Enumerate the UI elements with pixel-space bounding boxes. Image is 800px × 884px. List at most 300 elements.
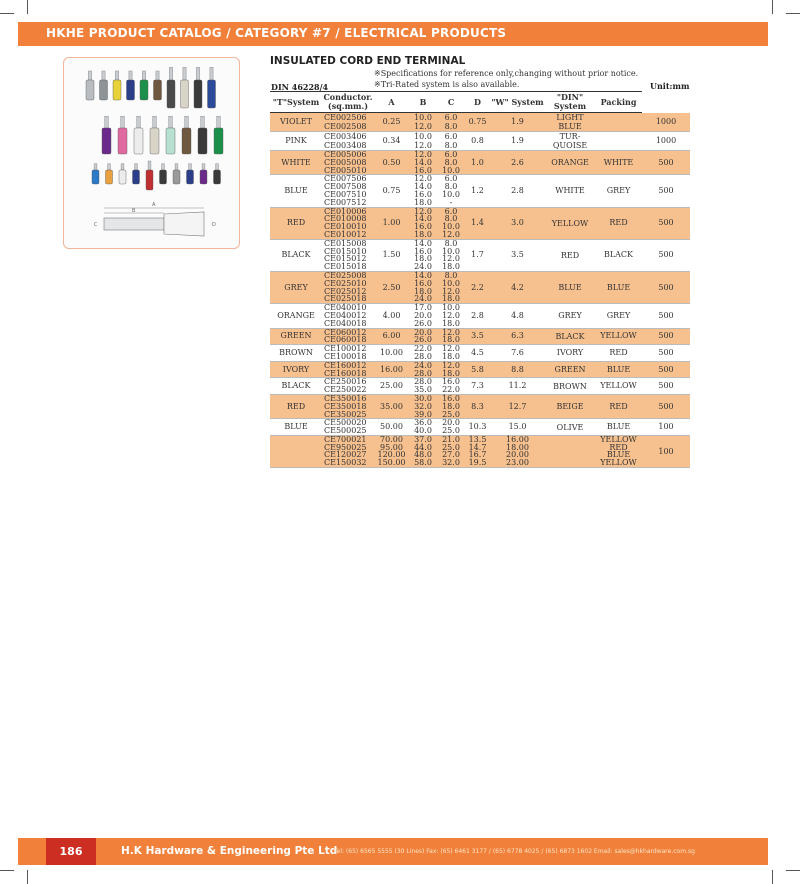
company-name: H.K Hardware & Engineering Pte Ltd (121, 845, 338, 857)
table-cell: 48.0 (409, 451, 437, 459)
table-cell: CE040018 (322, 320, 374, 328)
crop-mark (0, 870, 14, 871)
crop-mark (0, 13, 14, 14)
table-cell: 500 (642, 394, 690, 418)
table-cell: YELLOW (595, 328, 642, 345)
terminal-sleeve (148, 161, 151, 170)
table-cell: CE010006 (322, 207, 374, 215)
terminal-sleeve (175, 164, 178, 170)
table-cell (270, 451, 322, 459)
table-cell: 18.0 (409, 231, 437, 239)
table-cell: 16.7 (465, 451, 490, 459)
table-cell: CE003408 (322, 141, 374, 151)
table-cell: 8.0 (437, 271, 465, 279)
table-cell: BLUE (595, 451, 642, 459)
table-cell: 500 (642, 378, 690, 395)
terminal-sleeve (108, 164, 111, 170)
table-cell: 12.0 (409, 122, 437, 132)
table-cell: 120.00 (374, 451, 409, 459)
terminal-collar (198, 128, 207, 154)
table-cell: 3.5 (490, 239, 545, 271)
table-cell: 12.0 (437, 231, 465, 239)
terminal-sleeve (121, 116, 125, 128)
table-cell: 2.50 (374, 271, 409, 303)
header-a: A (374, 92, 409, 113)
table-cell: YELLOW (595, 435, 642, 443)
table-cell: CE950025 (322, 444, 374, 452)
header-d: D (465, 92, 490, 113)
table-cell: RED (595, 207, 642, 239)
table-cell: RED (270, 394, 322, 418)
spec-group (270, 378, 690, 395)
table-cell (595, 132, 642, 151)
table-cell: 6.0 (437, 151, 465, 159)
terminal-collar (194, 80, 202, 108)
terminal-collar (133, 170, 140, 184)
table-cell: 500 (642, 345, 690, 362)
spec-group (270, 419, 690, 436)
table-cell: CE002508 (322, 122, 374, 132)
table-cell: CE160018 (322, 370, 374, 378)
terminal-sleeve (201, 116, 205, 128)
crop-mark (27, 0, 28, 14)
terminal-sleeve (185, 116, 189, 128)
table-cell: 16.0 (409, 280, 437, 288)
table-cell: 25.0 (437, 427, 465, 435)
table-cell: GREEN (545, 361, 595, 378)
header-t-system: "T"System (270, 92, 322, 113)
table-cell: 14.7 (465, 444, 490, 452)
table-cell: 500 (642, 271, 690, 303)
table-cell: CE160012 (322, 361, 374, 369)
table-cell: BROWN (545, 378, 595, 395)
header-conductor: Conductor. (sq.mm.) (323, 92, 373, 111)
table-cell: BLACK (270, 239, 322, 271)
spec-group (270, 328, 690, 345)
table-cell: 1.7 (465, 239, 490, 271)
table-cell: 5.8 (465, 361, 490, 378)
table-cell: 500 (642, 207, 690, 239)
dimension-label: C (94, 222, 98, 228)
table-cell: 28.0 (409, 370, 437, 378)
table-cell: 14.0 (409, 239, 437, 247)
cord-end-terminals-illustration (64, 58, 239, 248)
table-cell: 7.6 (490, 345, 545, 362)
table-cell: 16.00 (374, 361, 409, 378)
table-cell: 1.9 (490, 113, 545, 132)
table-cell (595, 113, 642, 132)
table-cell: 0.25 (374, 113, 409, 132)
table-cell: CE005008 (322, 159, 374, 167)
table-cell: 18.0 (437, 353, 465, 361)
table-cell: CE002506 (322, 113, 374, 123)
page-number: 186 (46, 838, 96, 865)
table-cell: 18.0 (409, 255, 437, 263)
table-cell: 10.0 (437, 167, 465, 175)
table-cell: 58.0 (409, 459, 437, 467)
table-cell: 21.0 (437, 435, 465, 443)
table-cell: CE007508 (322, 183, 374, 191)
table-cell: 40.0 (409, 427, 437, 435)
table-cell: 36.0 (409, 419, 437, 427)
spec-group (270, 239, 690, 271)
terminal-sleeve (210, 67, 213, 80)
table-cell: 12.0 (437, 361, 465, 369)
terminal-collar (146, 170, 153, 190)
table-cell: 8.0 (437, 239, 465, 247)
table-cell: 1.0 (465, 151, 490, 175)
tri-rated-note: ※Tri-Rated system is also available. (374, 80, 520, 89)
terminal-collar (181, 80, 189, 108)
table-cell: 16.0 (409, 248, 437, 256)
table-cell: 500 (642, 304, 690, 328)
table-cell: 0.50 (374, 151, 409, 175)
table-cell: 10.0 (409, 132, 437, 142)
table-cell: VIOLET (270, 113, 322, 132)
table-cell: CE007512 (322, 199, 374, 207)
drawing-collar (164, 212, 204, 236)
dimension-label: D (212, 222, 216, 228)
table-row (270, 113, 690, 123)
table-cell: 3.0 (490, 207, 545, 239)
table-cell: CE015018 (322, 263, 374, 271)
table-cell: 25.0 (437, 444, 465, 452)
terminal-collar (134, 128, 143, 154)
terminal-sleeve (216, 164, 219, 170)
terminal-sleeve (142, 71, 145, 80)
table-cell: 14.0 (409, 215, 437, 223)
terminal-sleeve (153, 116, 157, 128)
table-cell: CE005010 (322, 167, 374, 175)
table-cell: CE010012 (322, 231, 374, 239)
terminal-collar (208, 80, 216, 108)
terminal-sleeve (202, 164, 205, 170)
spec-group (270, 271, 690, 303)
table-row (270, 132, 690, 142)
table-cell: 12.0 (437, 345, 465, 353)
table-cell: GREY (595, 304, 642, 328)
terminal-collar (127, 80, 135, 100)
table-cell: 10.0 (437, 280, 465, 288)
table-cell: CE150032 (322, 459, 374, 467)
table-cell: 27.0 (437, 451, 465, 459)
table-cell: 32.0 (409, 403, 437, 411)
table-cell: 20.0 (409, 328, 437, 336)
table-cell (545, 459, 595, 467)
table-cell: 14.0 (409, 159, 437, 167)
table-cell: CE025012 (322, 288, 374, 296)
table-cell: CE500020 (322, 419, 374, 427)
table-cell: 8.0 (437, 183, 465, 191)
table-cell: PINK (270, 132, 322, 151)
table-cell: 500 (642, 239, 690, 271)
table-cell: CE500025 (322, 427, 374, 435)
terminal-sleeve (162, 164, 165, 170)
table-cell: 18.0 (437, 320, 465, 328)
table-cell: 8.0 (437, 122, 465, 132)
table-cell: 28.0 (409, 353, 437, 361)
table-cell: 12.0 (437, 312, 465, 320)
product-image (63, 57, 240, 249)
table-cell: 15.0 (490, 419, 545, 436)
table-cell: 24.0 (409, 361, 437, 369)
table-cell: CE040012 (322, 312, 374, 320)
table-cell (545, 444, 595, 452)
table-cell: 150.00 (374, 459, 409, 467)
terminal-collar (113, 80, 121, 100)
table-header-row (270, 92, 690, 113)
table-cell: 24.0 (409, 295, 437, 303)
dimension-label: A (152, 202, 156, 208)
table-cell: WHITE (595, 151, 642, 175)
terminal-collar (106, 170, 113, 184)
terminal-collar (166, 128, 175, 154)
terminal-sleeve (115, 71, 118, 80)
table-cell: CE025010 (322, 280, 374, 288)
spec-group (270, 175, 690, 207)
table-cell: 25.00 (374, 378, 409, 395)
spec-note: ※Specifications for reference only,changing without prior notice. (374, 69, 639, 78)
table-cell: CE350018 (322, 403, 374, 411)
table-cell: 32.0 (437, 459, 465, 467)
table-cell: BLUE (270, 419, 322, 436)
table-cell: CE015008 (322, 239, 374, 247)
table-cell: GREY (545, 304, 595, 328)
terminal-collar (92, 170, 99, 184)
terminal-sleeve (105, 116, 109, 128)
table-cell: 95.00 (374, 444, 409, 452)
table-cell: 12.7 (490, 394, 545, 418)
spec-group (270, 132, 690, 151)
spec-group (270, 113, 690, 132)
table-cell: 18.0 (437, 263, 465, 271)
table-cell: 18.0 (437, 403, 465, 411)
table-cell: 8.0 (437, 215, 465, 223)
table-cell: 8.3 (465, 394, 490, 418)
table-cell: 10.00 (374, 345, 409, 362)
table-cell: RED (545, 239, 595, 271)
company-contact: Tel: (65) 6565 5555 (30 Lines) Fax: (65) 6461 3177 / (65) 6778 4025 / (65) 6873 1602 Email: sales@hkhardware.com.sg (334, 848, 695, 855)
terminal-collar (86, 80, 94, 100)
table-cell: 14.0 (409, 183, 437, 191)
table-cell: 500 (642, 175, 690, 207)
table-cell: 2.2 (465, 271, 490, 303)
spec-table (270, 91, 690, 468)
table-cell: TUR-QUOISE (545, 132, 595, 151)
terminal-collar (214, 170, 221, 184)
table-cell: CE250016 (322, 378, 374, 386)
table-cell: 0.75 (465, 113, 490, 132)
table-cell: 6.0 (437, 207, 465, 215)
table-cell: 2.6 (490, 151, 545, 175)
terminal-sleeve (88, 71, 91, 80)
terminal-sleeve (169, 116, 173, 128)
table-cell: CE100018 (322, 353, 374, 361)
table-cell: 19.5 (465, 459, 490, 467)
table-cell: 12.0 (437, 255, 465, 263)
table-cell (545, 435, 595, 443)
table-cell: CE015012 (322, 255, 374, 263)
page-header-title: HKHE PRODUCT CATALOG / CATEGORY #7 / ELECTRICAL PRODUCTS (46, 26, 507, 40)
table-cell: YELLOW (595, 378, 642, 395)
table-cell: 35.0 (409, 386, 437, 394)
table-cell: 1.9 (490, 132, 545, 151)
table-cell: 16.0 (437, 378, 465, 386)
terminal-sleeve (169, 67, 172, 80)
terminal-sleeve (135, 164, 138, 170)
spec-group (270, 345, 690, 362)
table-cell: RED (595, 345, 642, 362)
table-cell: GREEN (270, 328, 322, 345)
table-cell (270, 459, 322, 467)
table-cell: 8.0 (437, 159, 465, 167)
table-cell: WHITE (270, 151, 322, 175)
table-cell: BLUE (270, 175, 322, 207)
table-cell: RED (595, 444, 642, 452)
table-cell: 0.8 (465, 132, 490, 151)
table-cell: CE007506 (322, 175, 374, 183)
terminal-collar (140, 80, 148, 100)
table-cell: CE350025 (322, 411, 374, 419)
table-cell: 20.00 (490, 451, 545, 459)
table-cell: 12.0 (437, 288, 465, 296)
table-cell: BLUE (595, 361, 642, 378)
table-cell: CE120027 (322, 451, 374, 459)
spec-group (270, 151, 690, 175)
table-cell: 70.00 (374, 435, 409, 443)
table-cell: 18.0 (437, 370, 465, 378)
table-cell: BLACK (270, 378, 322, 395)
table-cell: 16.00 (490, 435, 545, 443)
crop-mark (786, 870, 800, 871)
terminal-sleeve (189, 164, 192, 170)
table-cell: 3.5 (465, 328, 490, 345)
table-cell: 8.0 (437, 141, 465, 151)
table-cell: 44.0 (409, 444, 437, 452)
table-cell: 1.50 (374, 239, 409, 271)
terminal-collar (102, 128, 111, 154)
table-cell: 8.8 (490, 361, 545, 378)
table-cell: 26.0 (409, 336, 437, 344)
standard-label: DIN 46228/4 (271, 82, 329, 92)
table-cell: 35.00 (374, 394, 409, 418)
spec-group (270, 435, 690, 467)
table-cell: BLUE (595, 271, 642, 303)
terminal-sleeve (102, 71, 105, 80)
table-cell: 10.0 (409, 113, 437, 123)
table-cell: - (437, 199, 465, 207)
table-cell: 1000 (642, 132, 690, 151)
table-cell: 1.00 (374, 207, 409, 239)
terminal-collar (119, 170, 126, 184)
table-cell: 16.0 (409, 191, 437, 199)
dimension-label: B (132, 208, 136, 214)
table-cell: CE250022 (322, 386, 374, 394)
header-packing: Packing (595, 92, 642, 113)
table-cell: ORANGE (545, 151, 595, 175)
table-cell: 6.0 (437, 132, 465, 142)
table-cell: 18.0 (409, 199, 437, 207)
table-cell: BLACK (545, 328, 595, 345)
table-cell: GREY (595, 175, 642, 207)
terminal-sleeve (137, 116, 141, 128)
table-cell: 1.4 (465, 207, 490, 239)
spec-group (270, 304, 690, 328)
table-cell: 4.8 (490, 304, 545, 328)
terminal-collar (150, 128, 159, 154)
table-cell: WHITE (545, 175, 595, 207)
terminal-collar (160, 170, 167, 184)
table-cell: 500 (642, 328, 690, 345)
table-cell: 10.3 (465, 419, 490, 436)
table-cell: BLUE (545, 271, 595, 303)
crop-mark (27, 870, 28, 884)
table-cell: 0.75 (374, 175, 409, 207)
terminal-collar (100, 80, 108, 100)
terminal-collar (118, 128, 127, 154)
table-cell: 24.0 (409, 263, 437, 271)
table-cell: 6.0 (437, 175, 465, 183)
table-cell: 22.0 (437, 386, 465, 394)
table-cell (545, 451, 595, 459)
table-cell: 20.0 (409, 312, 437, 320)
table-cell: 500 (642, 361, 690, 378)
terminal-sleeve (156, 71, 159, 80)
table-cell: LIGHT BLUE (545, 113, 595, 132)
table-cell: 23.00 (490, 459, 545, 467)
terminal-collar (187, 170, 194, 184)
spec-group (270, 361, 690, 378)
table-cell: 2.8 (490, 175, 545, 207)
table-cell: CE100012 (322, 345, 374, 353)
terminal-sleeve (217, 116, 221, 128)
table-cell: BEIGE (545, 394, 595, 418)
terminal-collar (167, 80, 175, 108)
table-cell: RED (270, 207, 322, 239)
terminal-collar (214, 128, 223, 154)
drawing-sleeve (104, 218, 164, 230)
table-cell: 12.0 (409, 175, 437, 183)
table-cell: RED (595, 394, 642, 418)
table-cell: CE005006 (322, 151, 374, 159)
table-cell: YELLOW (545, 207, 595, 239)
table-cell: 4.5 (465, 345, 490, 362)
table-cell: ORANGE (270, 304, 322, 328)
table-cell: 1.2 (465, 175, 490, 207)
header-w-system: "W" System (490, 92, 545, 113)
table-cell: 16.0 (437, 394, 465, 402)
table-cell: CE350016 (322, 394, 374, 402)
table-cell: BLACK (595, 239, 642, 271)
table-cell: 18.0 (437, 295, 465, 303)
table-cell: 100 (642, 419, 690, 436)
table-cell: CE060018 (322, 336, 374, 344)
table-cell: CE007510 (322, 191, 374, 199)
table-cell: 12.0 (437, 328, 465, 336)
table-cell: 6.3 (490, 328, 545, 345)
table-cell: IVORY (545, 345, 595, 362)
table-cell: 10.0 (437, 248, 465, 256)
table-cell: 50.00 (374, 419, 409, 436)
table-cell: 18.00 (490, 444, 545, 452)
table-cell: 39.0 (409, 411, 437, 419)
header-din-system: "DIN" System (545, 92, 595, 113)
table-cell: 25.0 (437, 411, 465, 419)
terminal-collar (173, 170, 180, 184)
table-cell: 37.0 (409, 435, 437, 443)
product-title: INSULATED CORD END TERMINAL (270, 55, 466, 67)
table-cell: 26.0 (409, 320, 437, 328)
